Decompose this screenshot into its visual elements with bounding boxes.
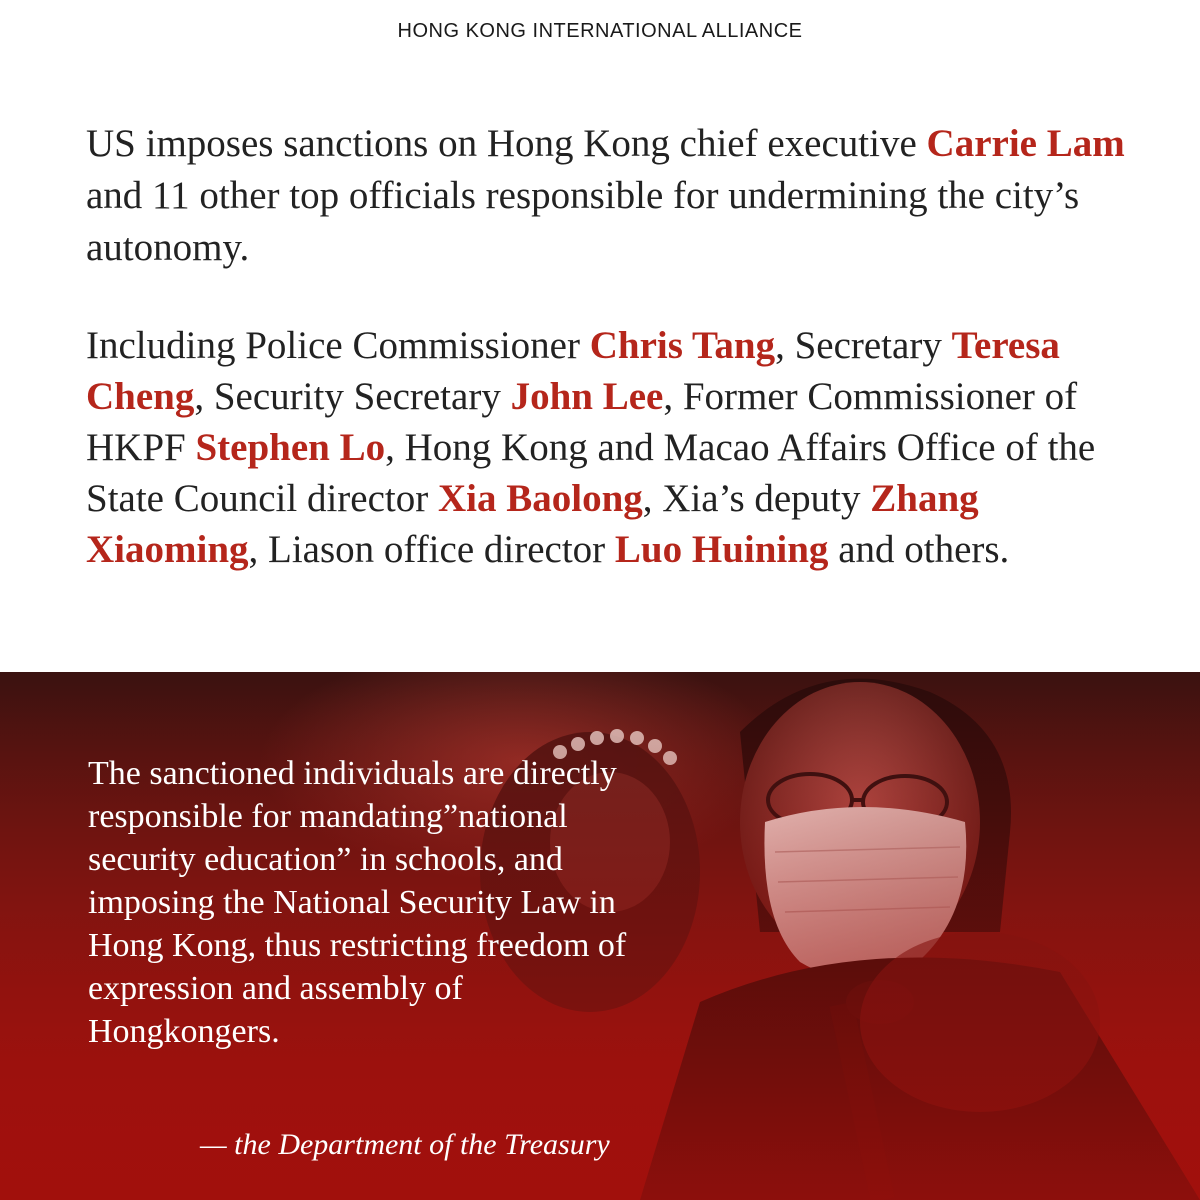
- intro-paragraph: [86, 118, 1126, 274]
- official-name: Carrie Lam: [926, 122, 1125, 165]
- official-name: Zhang Xiaoming: [86, 477, 979, 571]
- officials-text: , Secretary: [775, 324, 952, 367]
- officials-text: , Former Commissioner of HKPF: [86, 375, 1078, 469]
- officials-text: , Xia’s deputy: [642, 477, 871, 520]
- treasury-quote: The sanctioned individuals are directly responsible for mandating”national security education” in schools, and imposing the National Security Law in Hong Kong, thus restricting freedom of expression and assembly of Hongkongers.: [88, 755, 627, 1050]
- officials-text: , Liason office director: [248, 528, 615, 571]
- intro-text: and 11 other top officials responsible for undermining the city’s autonomy.: [86, 174, 1080, 269]
- officials-text: , Hong Kong and Macao Affairs Office of the State Council director: [86, 426, 1096, 520]
- quote-attribution: — the Department of the Treasury: [200, 1128, 610, 1161]
- official-name: Luo Huining: [614, 528, 829, 571]
- officials-text: and others.: [828, 528, 1010, 571]
- official-name: Stephen Lo: [195, 426, 386, 469]
- officials-text: Including Police Commissioner: [86, 324, 590, 367]
- officials-text: , Security Secretary: [194, 375, 511, 418]
- header-title: HONG KONG INTERNATIONAL ALLIANCE: [397, 20, 803, 42]
- official-name: John Lee: [510, 375, 664, 418]
- intro-text: US imposes sanctions on Hong Kong chief executive: [86, 122, 927, 165]
- official-name: Teresa Cheng: [86, 324, 1060, 418]
- official-name: Xia Baolong: [438, 477, 643, 520]
- official-name: Chris Tang: [589, 324, 776, 367]
- officials-paragraph: [86, 320, 1126, 575]
